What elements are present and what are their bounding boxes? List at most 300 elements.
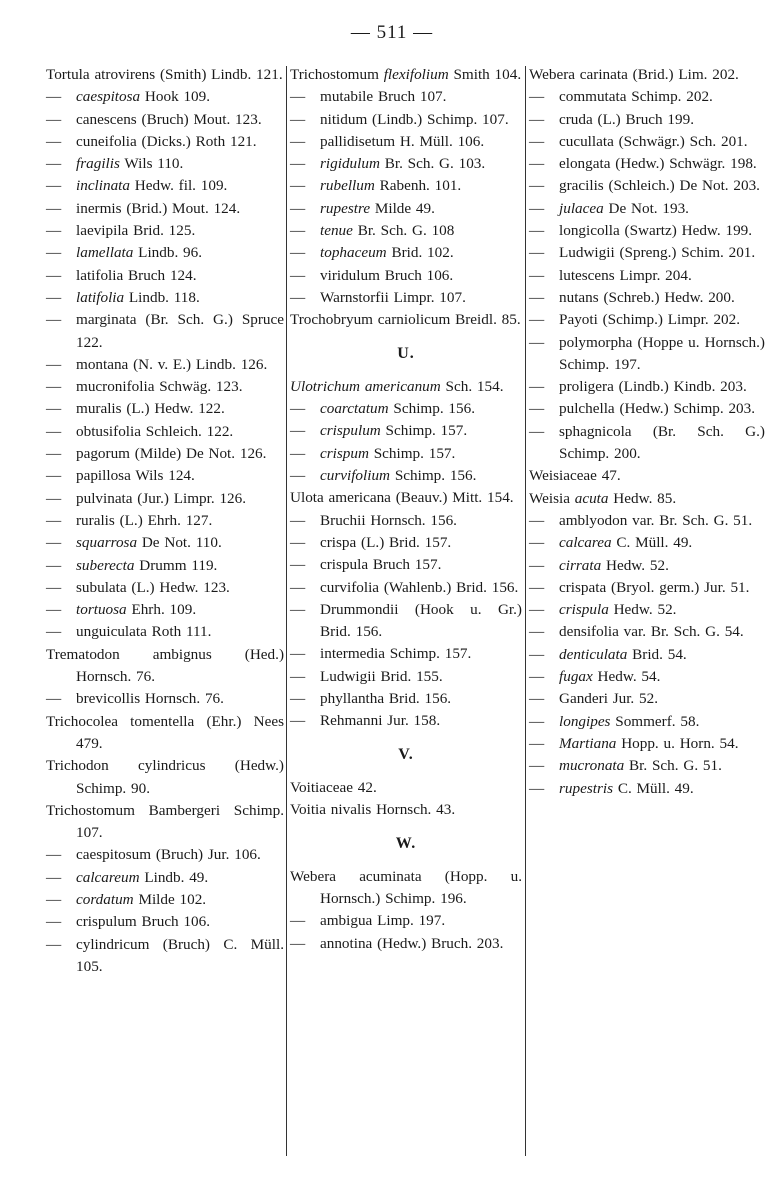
entry-text: Drummondii (Hook u. Gr.) Brid. 156. (320, 600, 522, 641)
ditto-dash: — (529, 222, 545, 240)
index-entry (529, 755, 765, 777)
ditto-dash: — (529, 400, 545, 418)
index-column-3 (529, 64, 765, 1164)
index-entry (46, 309, 284, 354)
index-entry (46, 443, 284, 465)
species-name-italic: squarrosa (76, 534, 138, 552)
index-entry (290, 577, 522, 599)
index-entry (46, 911, 284, 933)
entry-text: elongata (Hedw.) Schwägr. 198. (559, 155, 757, 173)
index-entry (290, 643, 522, 665)
index-entry (290, 688, 522, 710)
entry-text: pagorum (Milde) De Not. 126. (76, 445, 267, 463)
index-entry (290, 866, 522, 911)
ditto-dash: — (46, 623, 62, 641)
species-name-italic: tophaceum (320, 244, 387, 262)
entry-text: Lindb. 49. (139, 868, 209, 886)
index-entry (529, 153, 765, 175)
species-name-italic: cordatum (76, 890, 134, 908)
ditto-dash: — (290, 667, 306, 685)
index-entry (290, 443, 522, 465)
species-name-italic: latifolia (76, 288, 125, 306)
index-entry (46, 889, 284, 911)
entry-text: Schimp. 156. (390, 467, 477, 485)
ditto-dash: — (529, 311, 545, 329)
index-entry (290, 220, 522, 242)
index-entry (290, 376, 522, 398)
index-entry (290, 198, 522, 220)
index-entry (529, 398, 765, 420)
entry-text: caespitosum (Bruch) Jur. 106. (76, 846, 261, 864)
entry-text: ruralis (L.) Ehrh. 127. (76, 511, 213, 529)
ditto-dash: — (46, 110, 62, 128)
index-entry (290, 153, 522, 175)
index-column-1 (46, 64, 284, 1164)
ditto-dash: — (46, 244, 62, 262)
index-entry (46, 711, 284, 756)
section-heading: U. (397, 344, 415, 362)
entry-text: Trichostomum (290, 66, 384, 83)
index-entry (46, 800, 284, 845)
index-entry (46, 153, 284, 175)
index-entry (46, 688, 284, 710)
entry-text: Payoti (Schimp.) Limpr. 202. (559, 311, 741, 329)
index-entry (290, 554, 522, 576)
species-name-italic: rupestre (320, 199, 371, 217)
ditto-dash: — (290, 690, 306, 708)
index-entry (46, 287, 284, 309)
ditto-dash: — (46, 935, 62, 953)
ditto-dash: — (290, 422, 306, 440)
ditto-dash: — (529, 534, 545, 552)
ditto-dash: — (46, 266, 62, 284)
entry-text: canescens (Bruch) Mout. 123. (76, 110, 262, 128)
ditto-dash: — (529, 422, 545, 440)
index-entry (46, 64, 284, 86)
species-name-italic: inclinata (76, 177, 130, 195)
ditto-dash: — (529, 511, 545, 529)
entry-text: Rabenh. 101. (374, 177, 462, 195)
entry-text: Hedw. fil. 109. (130, 177, 228, 195)
species-name-italic: julacea (559, 199, 604, 217)
entry-text: amblyodon var. Br. Sch. G. 51. (559, 511, 753, 529)
column-divider (286, 66, 287, 1156)
entry-text: mucronifolia Schwäg. 123. (76, 378, 243, 396)
ditto-dash: — (46, 534, 62, 552)
entry-text: marginata (Br. Sch. G.) Spruce 122. (76, 311, 284, 351)
ditto-dash: — (290, 110, 306, 128)
species-name-italic: cirrata (559, 556, 602, 574)
index-entry (46, 844, 284, 866)
ditto-dash: — (290, 934, 306, 952)
index-entry (46, 532, 284, 554)
column-divider (525, 66, 526, 1156)
entry-text: Sommerf. 58. (610, 712, 700, 730)
ditto-dash: — (46, 155, 62, 173)
species-name-italic: fugax (559, 668, 593, 686)
entry-text: Smith 104. (448, 66, 522, 83)
species-name-italic: fragilis (76, 155, 120, 173)
ditto-dash: — (290, 533, 306, 551)
ditto-dash: — (46, 846, 62, 864)
species-name-italic: mucronata (559, 757, 625, 775)
index-entry (46, 577, 284, 599)
ditto-dash: — (290, 88, 306, 106)
entry-text: obtusifolia Schleich. 122. (76, 422, 234, 440)
index-entry (46, 398, 284, 420)
index-entry (290, 599, 522, 644)
entry-text: annotina (Hedw.) Bruch. 203. (320, 934, 504, 952)
index-entry (46, 376, 284, 398)
index-entry (290, 777, 522, 799)
entry-text: Milde 102. (133, 890, 207, 908)
index-entry (529, 86, 765, 108)
ditto-dash: — (46, 311, 62, 329)
entry-text: unguiculata Roth 111. (76, 623, 212, 641)
species-name-italic: calcareum (76, 868, 140, 886)
index-entry (529, 666, 765, 688)
ditto-dash: — (529, 177, 545, 195)
entry-text: muralis (L.) Hedw. 122. (76, 400, 225, 418)
index-entry (290, 710, 522, 732)
species-name-italic: lamellata (76, 244, 134, 262)
ditto-dash: — (290, 400, 306, 418)
index-entry (46, 465, 284, 487)
ditto-dash: — (290, 177, 306, 195)
entry-text: Lindb. 118. (124, 288, 200, 306)
ditto-dash: — (46, 511, 62, 529)
entry-text: cruda (L.) Bruch 199. (559, 110, 695, 128)
ditto-dash: — (46, 601, 62, 619)
ditto-dash: — (529, 333, 545, 351)
index-entry (529, 465, 765, 487)
page-number: — 511 — (350, 22, 434, 43)
ditto-dash: — (529, 132, 545, 150)
species-name-italic: crispula (559, 601, 609, 619)
entry-text: Trichodon cylindricus (Hedw.) Schimp. 90. (46, 757, 284, 797)
entry-text: Webera carinata (Brid.) Lim. 202. (529, 66, 739, 83)
index-entry (529, 242, 765, 264)
ditto-dash: — (46, 132, 62, 150)
index-entry (529, 488, 765, 510)
index-entry (46, 242, 284, 264)
index-column-2 (290, 64, 522, 1164)
entry-text: Sch. 154. (440, 377, 504, 395)
entry-text: longicolla (Swartz) Hedw. 199. (559, 222, 753, 240)
index-entry (290, 242, 522, 264)
index-entry (290, 398, 522, 420)
species-name-italic: Martiana (559, 734, 617, 752)
index-entry (529, 265, 765, 287)
index-entry (46, 934, 284, 979)
index-entry (529, 555, 765, 577)
entry-text: laevipila Brid. 125. (76, 222, 196, 240)
index-entry (46, 599, 284, 621)
index-entry (529, 778, 765, 800)
entry-text: Ehrh. 109. (126, 601, 197, 619)
species-name-italic: rupestris (559, 779, 614, 797)
index-entry (529, 621, 765, 643)
ditto-dash: — (46, 400, 62, 418)
entry-text: Ludwigii Brid. 155. (320, 667, 443, 685)
entry-text: cylindricum (Bruch) C. Müll. 105. (76, 935, 284, 975)
index-entry (529, 131, 765, 153)
ditto-dash: — (529, 690, 545, 708)
ditto-dash: — (46, 578, 62, 596)
index-entry (529, 376, 765, 398)
species-name-italic: rigidulum (320, 155, 380, 173)
ditto-dash: — (529, 601, 545, 619)
ditto-dash: — (46, 690, 62, 708)
entry-text: sphagnicola (Br. Sch. G.) Schimp. 200. (559, 422, 765, 463)
entry-text: Ludwigii (Spreng.) Schim. 201. (559, 244, 756, 262)
entry-text: crispa (L.) Brid. 157. (320, 533, 452, 551)
index-entry (529, 287, 765, 309)
index-entry (529, 309, 765, 331)
ditto-dash: — (529, 734, 545, 752)
index-entry (290, 86, 522, 108)
index-entry (46, 755, 284, 800)
entry-text: papillosa Wils 124. (76, 467, 195, 485)
index-entry (529, 332, 765, 377)
entry-text: lutescens Limpr. 204. (559, 266, 692, 284)
entry-text: phyllantha Brid. 156. (320, 690, 452, 708)
ditto-dash: — (529, 266, 545, 284)
entry-text: Milde 49. (370, 199, 435, 217)
ditto-dash: — (290, 578, 306, 596)
species-name-italic: denticulata (559, 645, 628, 663)
index-entry (290, 309, 522, 331)
ditto-dash: — (290, 556, 306, 574)
index-entry (46, 644, 284, 689)
entry-text: proligera (Lindb.) Kindb. 203. (559, 378, 747, 396)
ditto-dash: — (529, 623, 545, 641)
entry-text: cucullata (Schwägr.) Sch. 201. (559, 132, 748, 150)
species-name-italic: Ulotrichum americanum (290, 377, 441, 395)
ditto-dash: — (290, 712, 306, 730)
ditto-dash: — (46, 913, 62, 931)
species-name-italic: tortuosa (76, 601, 127, 619)
ditto-dash: — (46, 890, 62, 908)
entry-text: Bruchii Hornsch. 156. (320, 511, 457, 529)
entry-text: Weisia (529, 489, 575, 507)
entry-text: Wils 110. (119, 155, 184, 173)
index-entry (290, 799, 522, 821)
ditto-dash: — (46, 556, 62, 574)
index-entry (290, 420, 522, 442)
entry-text: Voitiaceae 42. (290, 778, 377, 796)
species-name-italic: crispulum (320, 422, 381, 440)
index-entry (46, 867, 284, 889)
ditto-dash: — (529, 88, 545, 106)
ditto-dash: — (529, 556, 545, 574)
ditto-dash: — (529, 244, 545, 262)
ditto-dash: — (529, 288, 545, 306)
index-entry (46, 175, 284, 197)
index-entry (46, 354, 284, 376)
index-entry (46, 555, 284, 577)
index-entry (46, 621, 284, 643)
entry-text: Weisiaceae 47. (529, 467, 621, 485)
entry-text: cuneifolia (Dicks.) Roth 121. (76, 132, 257, 150)
entry-text: Schimp. 156. (388, 400, 476, 418)
index-entry (290, 465, 522, 487)
ditto-dash: — (46, 88, 62, 106)
index-entry (290, 265, 522, 287)
entry-text: crispulum Bruch 106. (76, 913, 211, 931)
ditto-dash: — (46, 868, 62, 886)
index-entry (46, 86, 284, 108)
ditto-dash: — (290, 155, 306, 173)
index-entry (529, 577, 765, 599)
entry-text: Warnstorfii Limpr. 107. (320, 288, 466, 306)
entry-text: Hedw. 54. (592, 668, 661, 686)
species-name-italic: flexifolium (383, 66, 449, 83)
entry-text: Schimp. 157. (368, 444, 456, 462)
species-name-italic: curvifolium (320, 467, 391, 485)
ditto-dash: — (529, 578, 545, 596)
ditto-dash: — (290, 444, 306, 462)
index-entry (46, 220, 284, 242)
entry-text: gracilis (Schleich.) De Not. 203. (559, 177, 760, 195)
index-entry (46, 488, 284, 510)
entry-text: nitidum (Lindb.) Schimp. 107. (320, 110, 509, 128)
species-name-italic: crispum (320, 444, 369, 462)
index-entry (529, 510, 765, 532)
entry-text: Trematodon ambignus (Hed.) Hornsch. 76. (46, 645, 284, 686)
ditto-dash: — (529, 378, 545, 396)
index-entry (290, 933, 522, 955)
section-heading: W. (395, 834, 417, 852)
entry-text: Br. Sch. G. 51. (624, 757, 722, 775)
index-entry (290, 131, 522, 153)
entry-text: Drumm 119. (134, 556, 218, 574)
entry-text: commutata Schimp. 202. (559, 88, 713, 106)
ditto-dash: — (46, 378, 62, 396)
entry-text: densifolia var. Br. Sch. G. 54. (559, 623, 744, 641)
species-name-italic: tenue (320, 222, 353, 240)
index-entry (290, 287, 522, 309)
ditto-dash: — (529, 779, 545, 797)
ditto-dash: — (290, 222, 306, 240)
ditto-dash: — (46, 445, 62, 463)
index-entry (46, 421, 284, 443)
entry-text: Br. Sch. G. 103. (379, 155, 486, 173)
ditto-dash: — (46, 177, 62, 195)
entry-text: ambigua Limp. 197. (320, 912, 446, 930)
index-entry (290, 109, 522, 131)
index-entry (529, 198, 765, 220)
ditto-dash: — (290, 645, 306, 663)
ditto-dash: — (46, 489, 62, 507)
entry-text: viridulum Bruch 106. (320, 266, 454, 284)
ditto-dash: — (290, 288, 306, 306)
index-entry (529, 109, 765, 131)
ditto-dash: — (529, 712, 545, 730)
entry-text: inermis (Brid.) Mout. 124. (76, 199, 241, 217)
ditto-dash: — (529, 155, 545, 173)
ditto-dash: — (529, 668, 545, 686)
entry-text: brevicollis Hornsch. 76. (76, 690, 224, 708)
ditto-dash: — (529, 110, 545, 128)
ditto-dash: — (529, 757, 545, 775)
entry-text: latifolia Bruch 124. (76, 266, 197, 284)
entry-text: crispula Bruch 157. (320, 556, 442, 574)
entry-text: nutans (Schreb.) Hedw. 200. (559, 288, 735, 306)
section-heading: V. (398, 745, 414, 763)
species-name-italic: rubellum (320, 177, 375, 195)
entry-text: Hedw. 52. (601, 556, 669, 574)
index-entry (46, 265, 284, 287)
entry-text: Brid. 54. (627, 645, 687, 663)
entry-text: Ulota americana (Beauv.) Mitt. 154. (290, 489, 514, 507)
index-entry (529, 421, 765, 466)
entry-text: mutabile Bruch 107. (320, 88, 447, 106)
entry-text: Rehmanni Jur. 158. (320, 712, 441, 730)
entry-text: Br. Sch. G. 108 (352, 222, 455, 240)
entry-text: Voitia nivalis Hornsch. 43. (290, 801, 456, 819)
ditto-dash: — (290, 912, 306, 930)
entry-text: Hedw. 52. (608, 601, 677, 619)
entry-text: pulchella (Hedw.) Schimp. 203. (559, 400, 756, 418)
ditto-dash: — (290, 266, 306, 284)
entry-text: Tortula atrovirens (Smith) Lindb. 121. (46, 66, 283, 83)
index-entry (529, 532, 765, 554)
index-entry (529, 711, 765, 733)
index-entry (290, 487, 522, 509)
entry-text: Brid. 102. (386, 244, 454, 262)
index-entry (290, 175, 522, 197)
species-name-italic: calcarea (559, 534, 612, 552)
index-entry (290, 532, 522, 554)
index-entry (529, 733, 765, 755)
species-name-italic: suberecta (76, 556, 135, 574)
index-entry (290, 666, 522, 688)
ditto-dash: — (46, 222, 62, 240)
entry-text: curvifolia (Wahlenb.) Brid. 156. (320, 578, 519, 596)
index-entry (290, 64, 522, 86)
ditto-dash: — (46, 467, 62, 485)
entry-text: Hook 109. (140, 88, 211, 106)
entry-text: montana (N. v. E.) Lindb. 126. (76, 355, 268, 373)
index-entry (529, 175, 765, 197)
species-name-italic: acuta (574, 489, 609, 507)
entry-text: subulata (L.) Hedw. 123. (76, 578, 230, 596)
entry-text: C. Müll. 49. (611, 534, 693, 552)
entry-text: Schimp. 157. (380, 422, 468, 440)
index-entry (529, 644, 765, 666)
entry-text: pulvinata (Jur.) Limpr. 126. (76, 489, 247, 507)
ditto-dash: — (290, 511, 306, 529)
index-entry (290, 510, 522, 532)
entry-text: Lindb. 96. (133, 244, 203, 262)
entry-text: Trochobryum carniolicum Breidl. 85. (290, 311, 521, 329)
entry-text: Trichocolea tomentella (Ehr.) Nees 479. (46, 712, 284, 752)
entry-text: De Not. 110. (137, 534, 222, 552)
index-entry (529, 64, 765, 86)
ditto-dash: — (46, 199, 62, 217)
ditto-dash: — (46, 422, 62, 440)
index-entry (290, 910, 522, 932)
species-name-italic: coarctatum (320, 400, 389, 418)
ditto-dash: — (290, 467, 306, 485)
entry-text: Hopp. u. Horn. 54. (616, 734, 739, 752)
entry-text: crispata (Bryol. germ.) Jur. 51. (559, 578, 750, 596)
entry-text: pallidisetum H. Müll. 106. (320, 132, 485, 150)
entry-text: Hedw. 85. (608, 489, 677, 507)
index-entry (529, 688, 765, 710)
entry-text: Webera acuminata (Hopp. u. Hornsch.) Schimp. 196. (290, 867, 522, 908)
